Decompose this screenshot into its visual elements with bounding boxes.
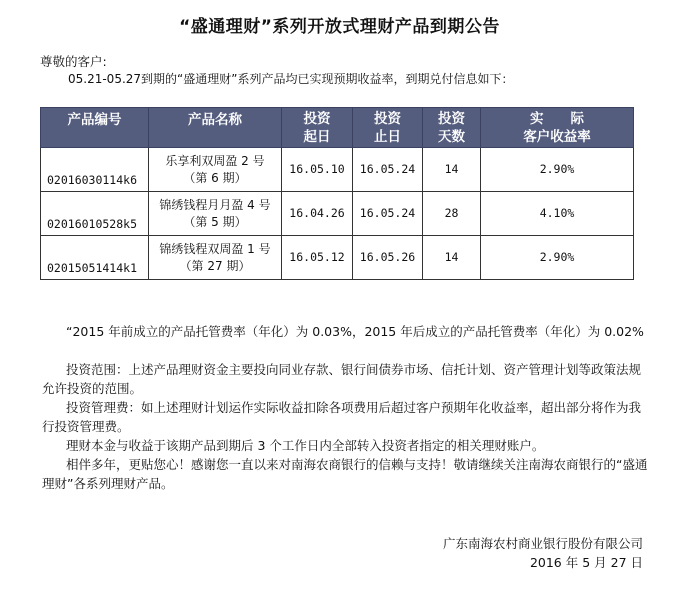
product-code-cell: 02015051414k1 xyxy=(41,236,149,280)
investment-scope-text: 投资范围：上述产品理财资金主要投向同业存款、银行间债券市场、信托计划、资产管理计划等政策法规允许投资的范围。 xyxy=(42,362,642,396)
end-date-cell: 16.05.24 xyxy=(353,192,423,236)
maturity-table-container xyxy=(40,107,634,280)
product-code-cell: 02016030114k6 xyxy=(41,148,149,192)
start-date-cell: 16.05.12 xyxy=(282,236,353,280)
table-row xyxy=(41,148,634,192)
start-date-cell: 16.05.10 xyxy=(282,148,353,192)
issuer-name: 广东南海农村商业银行股份有限公司 xyxy=(442,536,643,551)
end-date-cell: 16.05.26 xyxy=(353,236,423,280)
fee-rate-note xyxy=(42,322,648,341)
product-name-cell: 乐享利双周盈 2 号 （第 6 期） xyxy=(149,148,282,192)
table-row xyxy=(41,192,634,236)
header-start-date: 投资 起日 xyxy=(282,108,353,148)
product-name-cell: 锦绣钱程月月盈 4 号 （第 5 期） xyxy=(149,192,282,236)
days-cell: 28 xyxy=(423,192,481,236)
issue-date: 2016 年 5 月 27 日 xyxy=(529,555,643,570)
table-header-row xyxy=(41,108,634,148)
maturity-table xyxy=(40,107,634,280)
yield-cell: 2.90% xyxy=(481,148,634,192)
header-product-code: 产品编号 xyxy=(41,108,149,148)
intro-text: 05.21-05.27到期的“盛通理财”系列产品均已实现预期收益率，到期兑付信息如下： xyxy=(68,72,514,86)
management-fee-text: 投资管理费：如上述理财计划运作实际收益扣除各项费用后超过客户预期年化收益率，超出部分将作为我行投资管理费。 xyxy=(42,400,642,434)
yield-cell: 2.90% xyxy=(481,236,634,280)
header-yield: 实 际 客户收益率 xyxy=(481,108,634,148)
start-date-cell: 16.04.26 xyxy=(282,192,353,236)
header-end-date: 投资 止日 xyxy=(353,108,423,148)
header-product-name: 产品名称 xyxy=(149,108,282,148)
header-days: 投资 天数 xyxy=(423,108,481,148)
product-name-cell: 锦绣钱程双周盈 1 号 （第 27 期） xyxy=(149,236,282,280)
thanks-text: 相伴多年，更贴您心！感谢您一直以来对南海农商银行的信赖与支持！敬请继续关注南海农商银行的“盛通理财”各系列理财产品。 xyxy=(42,457,648,491)
table-row xyxy=(41,236,634,280)
days-cell: 14 xyxy=(423,148,481,192)
fee-rate-text: “2015 年前成立的产品托管费率（年化）为 0.03%，2015 年后成立的产品托管费率（年化）为 0.02% xyxy=(66,324,644,339)
announcement-title: “盛通理财”系列开放式理财产品到期公告 xyxy=(179,17,500,37)
product-code-cell: 02016010528k5 xyxy=(41,192,149,236)
terms-section xyxy=(42,360,648,493)
end-date-cell: 16.05.24 xyxy=(353,148,423,192)
yield-cell: 4.10% xyxy=(481,192,634,236)
payout-text: 理财本金与收益于该期产品到期后 3 个工作日内全部转入投资者指定的相关理财账户。 xyxy=(66,438,545,453)
days-cell: 14 xyxy=(423,236,481,280)
salutation: 尊敬的客户: xyxy=(40,54,107,69)
